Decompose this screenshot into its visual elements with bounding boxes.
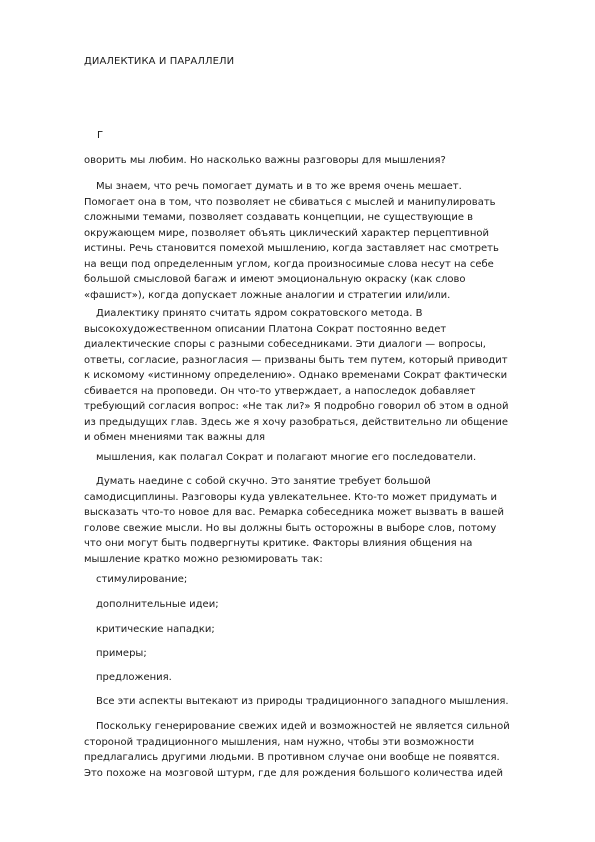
list-item: [84, 646, 550, 662]
text-line: большой смысловой багаж и имеют эмоциональную окраску (как слово: [84, 274, 466, 285]
list-item-text: примеры;: [96, 648, 147, 659]
paragraph-4: [84, 450, 550, 466]
text-line: «фашист»), когда допускает ложные аналогии и стратегии или/или.: [84, 289, 451, 301]
paragraph-1: [84, 153, 550, 169]
text-line: сложными темами, позволяет создавать концепции, не существующие в: [84, 212, 474, 223]
text-line: истины. Речь становится помехой мышлению, когда заставляет нас смотреть: [84, 243, 499, 254]
chapter-heading: ДИАЛЕКТИКА И ПАРАЛЛЕЛИ: [84, 56, 235, 67]
text-line: Помогает она в том, что позволяет не сбиваться с мыслей и манипулировать: [84, 196, 496, 208]
text-line: стороной традиционного мышления, нам нужно, чтобы эти возможности: [84, 736, 475, 748]
text-line: мышления, как полагал Сократ и полагают многие его последователи.: [96, 452, 477, 463]
text-line: к искомому «истинному определению». Однако временами Сократ фактически: [84, 370, 508, 381]
text-line: Поскольку генерирование свежих идей и возможностей не является сильной: [96, 721, 510, 732]
text-line: Мы знаем, что речь помогает думать и в то же время очень мешает.: [96, 181, 462, 192]
list-item: [84, 622, 550, 638]
text-line: Все эти аспекты вытекают из природы традиционного западного мышления.: [96, 696, 509, 707]
text-line: высокохудожественном описании Платона Сократ постоянно ведет: [84, 323, 447, 335]
paragraph-7: [84, 719, 550, 781]
text-line: Диалектику принято считать ядром сократовского метода. В: [96, 308, 423, 319]
list-item-text: критические нападки;: [96, 624, 215, 635]
paragraph-2: [84, 179, 550, 303]
list-item-text: дополнительные идеи;: [96, 599, 219, 610]
text-line: что они могут быть подвергнуты критике. Факторы влияния общения на: [84, 538, 473, 549]
text-line: высказать что-то новое для вас. Ремарка собеседника может вызвать в вашей: [84, 507, 504, 518]
text-line: самодисциплины. Разговоры куда увлекательнее. Кто-то может придумать и: [84, 491, 498, 503]
text-line: оворить мы любим. Но насколько важны разговоры для мышления?: [84, 155, 446, 166]
text-line: диалектические споры с разными собеседниками. Эти диалоги — вопросы,: [84, 339, 486, 350]
text-line: требующий согласия вопрос: «Не так ли?» Я подробно говорил об этом в одной: [84, 401, 509, 412]
text-line: и обмен мнениями так важны для: [84, 432, 266, 443]
text-line: предлагались другими людьми. В противном случае они вообще не появятся.: [84, 752, 500, 763]
list-item-text: предложения.: [96, 672, 172, 683]
paragraph-5: [84, 474, 550, 567]
text-line: на вещи под определенным углом, когда произносимые слова несут на себе: [84, 258, 494, 270]
paragraph-6: [84, 694, 550, 710]
list-item: [84, 597, 550, 613]
list-item: [84, 572, 550, 588]
text-line: ответы, согласие, разногласия — призваны быть тем путем, который приводит: [84, 354, 508, 366]
list-item-text: стимулирование;: [96, 574, 188, 585]
text-line: Это похоже на мозговой штурм, где для рождения большого количества идей: [84, 767, 504, 779]
paragraph-3: [84, 306, 550, 446]
text-line: голове свежие мысли. Но вы должны быть осторожны в выборе слов, потому: [84, 522, 497, 534]
text-line: окружающем мире, позволяет объять циклический характер перцептивной: [84, 227, 489, 239]
list-item: [84, 670, 550, 686]
text-line: сбивается на проповеди. Он что-то утверждает, а напоследок добавляет: [84, 385, 476, 397]
text-line: из предыдущих глав. Здесь же я хочу разобраться, действительно ли общение: [84, 416, 508, 428]
text-line: Думать наедине с собой скучно. Это занятие требует большой: [96, 476, 431, 487]
drop-cap-letter: Г: [97, 130, 104, 141]
text-line: мышление кратко можно резюмировать так:: [84, 553, 323, 565]
